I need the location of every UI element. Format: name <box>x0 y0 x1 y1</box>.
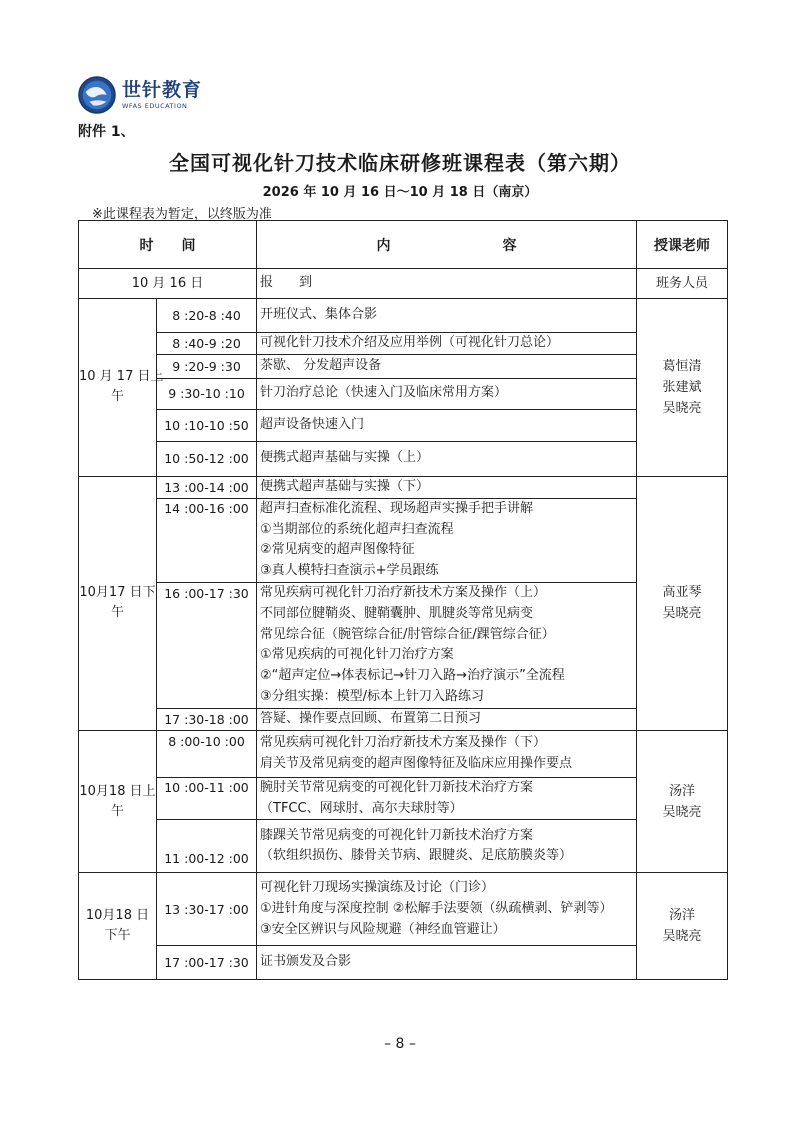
content-line: ①进针角度与深度控制 ②松解手法要领（纵疏横剥、铲剥等） <box>260 900 613 916</box>
content-line: 证书颁发及合影 <box>260 954 352 970</box>
attachment-label: 附件 1、 <box>78 124 135 140</box>
page-title: 全国可视化针刀技术临床研修班课程表（第六期） <box>169 151 631 175</box>
time-cell: 8 :40-9 :20 <box>157 333 257 355</box>
time-cell: 13 :00-14 :00 <box>157 476 257 498</box>
session-label <box>79 873 157 980</box>
time-cell: 10 :10-10 :50 <box>157 409 257 441</box>
time-cell: 13 :30-17 :00 <box>157 873 257 946</box>
content-cell <box>257 409 637 441</box>
table-row <box>79 820 728 873</box>
time-cell: 17 :00-17 :30 <box>157 946 257 980</box>
table-row <box>79 354 728 378</box>
content-line: 肩关节及常见病变的超声图像特征及临床应用操作要点 <box>260 755 573 771</box>
content-cell <box>257 441 637 476</box>
globe-logo-icon <box>78 76 116 114</box>
teacher-cell <box>637 730 728 873</box>
content-cell <box>257 498 637 582</box>
registration-content: 报 到 <box>257 269 637 299</box>
content-line: 便携式超声基础与实操（下） <box>260 478 430 494</box>
teacher-cell <box>637 299 728 477</box>
table-row <box>79 708 728 730</box>
registration-row <box>79 269 728 299</box>
teacher-name: 汤洋 <box>668 783 695 799</box>
session-label-line: 下午 <box>104 928 131 944</box>
session-label-line: 10月18 日上 <box>79 783 156 799</box>
content-line: 开班仪式、集体合影 <box>260 307 378 323</box>
content-line: 常见疾病可视化针刀治疗新技术方案及操作（下） <box>260 734 547 750</box>
table-row <box>79 582 728 708</box>
session-label <box>79 476 157 730</box>
header-teacher: 授课老师 <box>637 221 728 269</box>
time-cell: 10 :50-12 :00 <box>157 441 257 476</box>
table-row <box>79 498 728 582</box>
session-label <box>79 730 157 873</box>
teacher-cell <box>637 873 728 980</box>
table-row <box>79 730 728 777</box>
content-line: 超声设备快速入门 <box>260 416 365 432</box>
content-line: 膝踝关节常见病变的可视化针刀新技术治疗方案 <box>260 827 534 843</box>
session-label-line: 午 <box>110 803 124 819</box>
time-cell: 8 :00-10 :00 <box>157 730 257 777</box>
table-row <box>79 409 728 441</box>
content-line: 腕肘关节常见病变的可视化针刀新技术治疗方案 <box>260 779 534 795</box>
content-cell <box>257 476 637 498</box>
session-label <box>79 299 164 477</box>
content-line: ①常见疾病的可视化针刀治疗方案 <box>260 647 454 663</box>
date-line: 2026 年 10 月 16 日～10 月 18 日（南京） <box>262 185 538 200</box>
table-row <box>79 378 728 409</box>
teacher-name: 汤洋 <box>668 908 695 924</box>
content-cell <box>257 582 637 708</box>
content-cell <box>257 354 637 378</box>
content-line: ③安全区辨识与风险规避（神经血管避让） <box>260 921 506 937</box>
time-cell: 16 :00-17 :30 <box>157 582 257 708</box>
content-line: （TFCC、网球肘、高尔夫球肘等） <box>260 800 463 816</box>
schedule-table <box>78 220 728 980</box>
teacher-name: 吴晓亮 <box>662 400 702 416</box>
content-cell <box>257 299 637 333</box>
content-cell <box>257 873 637 946</box>
registration-date: 10 月 16 日 <box>79 269 257 299</box>
table-row <box>79 333 728 355</box>
table-row <box>79 946 728 980</box>
content-line: ③分组实操：模型/标本上针刀入路练习 <box>260 689 485 705</box>
teacher-name: 吴晓亮 <box>662 804 702 820</box>
session-label-line: 午 <box>110 605 124 621</box>
table-header-row <box>79 221 728 269</box>
time-cell: 14 :00-16 :00 <box>157 498 257 582</box>
teacher-name: 葛恒清 <box>662 358 702 374</box>
content-line: 不同部位腱鞘炎、腱鞘囊肿、肌腱炎等常见病变 <box>260 605 534 621</box>
teacher-name: 张建斌 <box>662 379 702 395</box>
content-line: 便携式超声基础与实操（上） <box>260 450 430 466</box>
time-cell: 9 :20-9 :30 <box>157 354 257 378</box>
header-time: 时 间 <box>79 221 257 269</box>
content-cell <box>257 333 637 355</box>
content-cell <box>257 378 637 409</box>
disclaimer-note: ※此课程表为暂定，以终版为准 <box>92 207 272 222</box>
content-cell <box>257 730 637 777</box>
content-line: ②“超声定位→体表标记→针刀入路→治疗演示”全流程 <box>260 668 565 684</box>
content-line: 答疑、操作要点回顾、布置第二日预习 <box>260 710 482 726</box>
teacher-name: 吴晓亮 <box>662 606 702 622</box>
page-number: – 8 – <box>384 1036 416 1052</box>
session-label-line: 10 月 17 日上 <box>79 369 164 385</box>
teacher-name: 吴晓亮 <box>662 929 702 945</box>
table-row <box>79 299 728 333</box>
logo-name: 世针教育 <box>122 79 203 101</box>
content-line: 茶歇、 分发超声设备 <box>260 357 382 373</box>
time-cell: 11 :00-12 :00 <box>157 820 257 873</box>
header-content: 内 容 <box>257 221 637 269</box>
content-line: （软组织损伤、膝骨关节病、跟腱炎、足底筋膜炎等） <box>260 848 573 864</box>
table-row <box>79 476 728 498</box>
table-row <box>79 873 728 946</box>
session-label-line: 10月18 日 <box>85 908 150 924</box>
table-row <box>79 777 728 820</box>
teacher-cell <box>637 476 728 730</box>
content-cell <box>257 777 637 820</box>
teacher-name: 高亚琴 <box>662 585 702 601</box>
logo-subtitle: WFAS EDUCATION <box>122 102 188 110</box>
session-label-line: 午 <box>110 389 124 405</box>
content-cell <box>257 946 637 980</box>
time-cell: 10 :00-11 :00 <box>157 777 257 820</box>
content-line: 常见综合征（腕管综合征/肘管综合征/踝管综合征） <box>260 626 555 642</box>
time-cell: 9 :30-10 :10 <box>157 378 257 409</box>
content-cell <box>257 708 637 730</box>
content-line: ①当期部位的系统化超声扫查流程 <box>260 521 454 537</box>
content-line: ②常见病变的超声图像特征 <box>260 542 415 558</box>
content-line: 可视化针刀现场实操演练及讨论（门诊） <box>260 880 495 896</box>
content-line: 针刀治疗总论（快速入门及临床常用方案） <box>260 385 508 401</box>
session-label-line: 10月17 日下 <box>79 585 156 601</box>
time-cell: 8 :20-8 :40 <box>157 299 257 333</box>
content-line: 超声扫查标准化流程、现场超声实操手把手讲解 <box>260 500 534 516</box>
time-cell: 17 :30-18 :00 <box>157 708 257 730</box>
content-line: 常见疾病可视化针刀治疗新技术方案及操作（上） <box>260 585 547 601</box>
table-row <box>79 441 728 476</box>
content-cell <box>257 820 637 873</box>
wfas-logo <box>78 76 202 114</box>
content-line: 可视化针刀技术介绍及应用举例（可视化针刀总论） <box>260 335 560 350</box>
content-line: ③真人模特扫查演示+学员跟练 <box>260 563 439 579</box>
registration-teacher: 班务人员 <box>637 269 728 299</box>
